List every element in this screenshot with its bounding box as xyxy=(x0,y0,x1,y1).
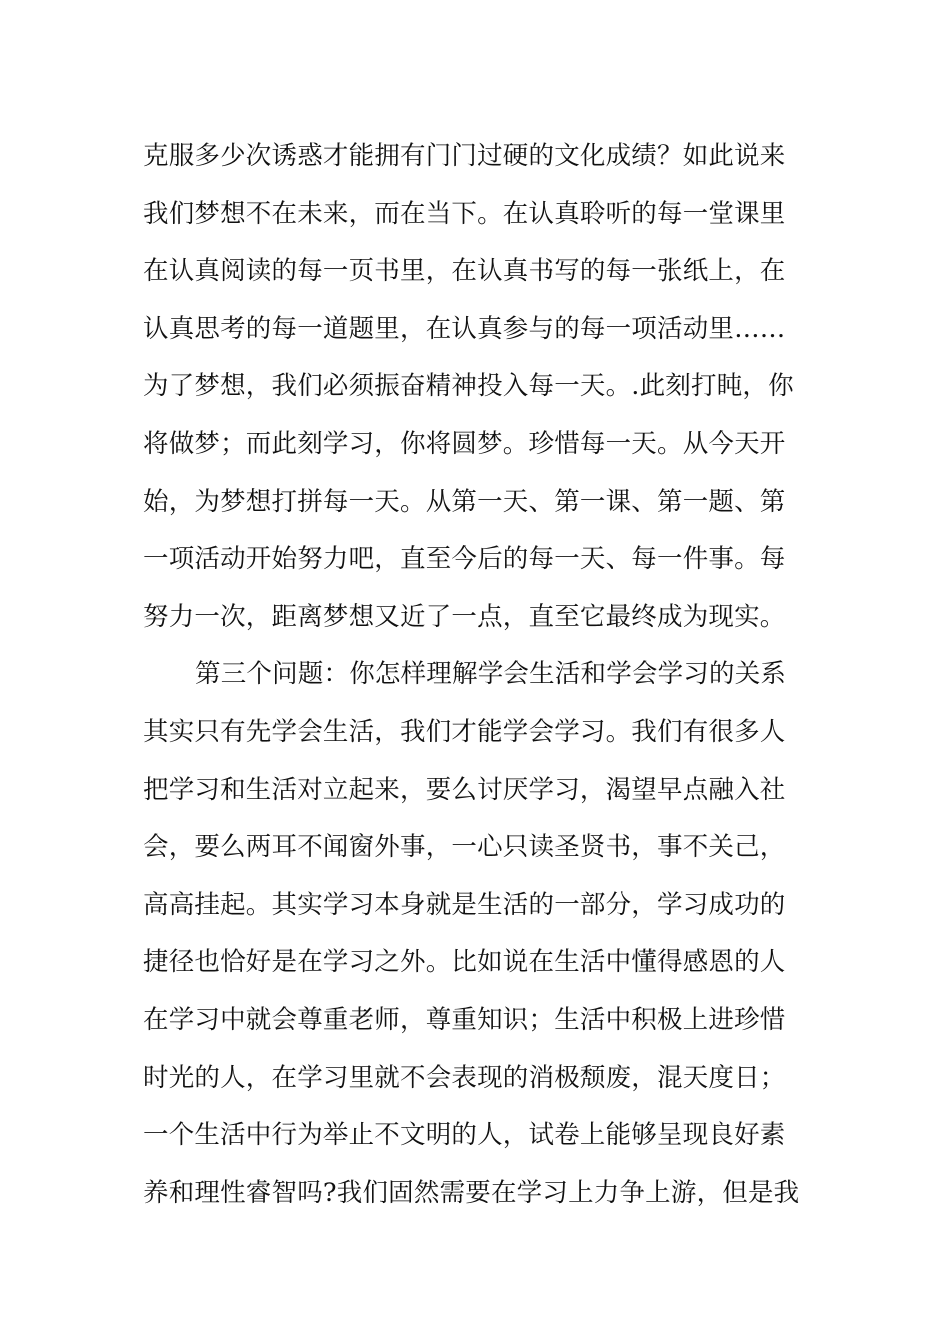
text-line: 认真思考的每一道题里，在认真参与的每一项活动里…… xyxy=(143,313,786,344)
text-line: 养和理性睿智吗?我们固然需要在学习上力争上游，但是我 xyxy=(143,1177,800,1208)
text-line: 一项活动开始努力吧，直至今后的每一天、每一件事。每 xyxy=(143,544,786,575)
text-line: 克服多少次诱惑才能拥有门门过硬的文化成绩？如此说来 xyxy=(143,141,786,171)
text-line: 会，要么两耳不闻窗外事，一心只读圣贤书，事不关己， xyxy=(143,832,786,863)
text-line: 捷径也恰好是在学习之外。比如说在生活中懂得感恩的人 xyxy=(143,947,786,978)
text-line: 高高挂起。其实学习本身就是生活的一部分，学习成功的 xyxy=(143,889,786,920)
body-text xyxy=(143,128,813,1222)
text-line: 其实只有先学会生活，我们才能学会学习。我们有很多人 xyxy=(143,716,786,747)
text-line: 一个生活中行为举止不文明的人，试卷上能够呈现良好素 xyxy=(143,1120,786,1151)
paragraph-heading-line: 第三个问题：你怎样理解学会生活和学会学习的关系 xyxy=(195,659,787,690)
text-line: 努力一次，距离梦想又近了一点，直至它最终成为现实。 xyxy=(143,601,786,632)
text-line: 始，为梦想打拼每一天。从第一天、第一课、第一题、第 xyxy=(143,486,786,517)
text-line: 时光的人，在学习里就不会表现的消极颓废，混天度日； xyxy=(143,1062,786,1093)
text-line: 在学习中就会尊重老师，尊重知识；生活中积极上进珍惜 xyxy=(143,1004,786,1035)
text-line: 在认真阅读的每一页书里，在认真书写的每一张纸上，在 xyxy=(143,256,786,287)
text-line: 为了梦想，我们必须振奋精神投入每一天。.此刻打盹，你 xyxy=(143,371,794,402)
text-line: 将做梦；而此刻学习，你将圆梦。珍惜每一天。从今天开 xyxy=(143,428,786,459)
text-line: 我们梦想不在未来，而在当下。在认真聆听的每一堂课里 xyxy=(143,198,786,229)
text-line: 把学习和生活对立起来，要么讨厌学习，渴望早点融入社 xyxy=(143,774,786,805)
